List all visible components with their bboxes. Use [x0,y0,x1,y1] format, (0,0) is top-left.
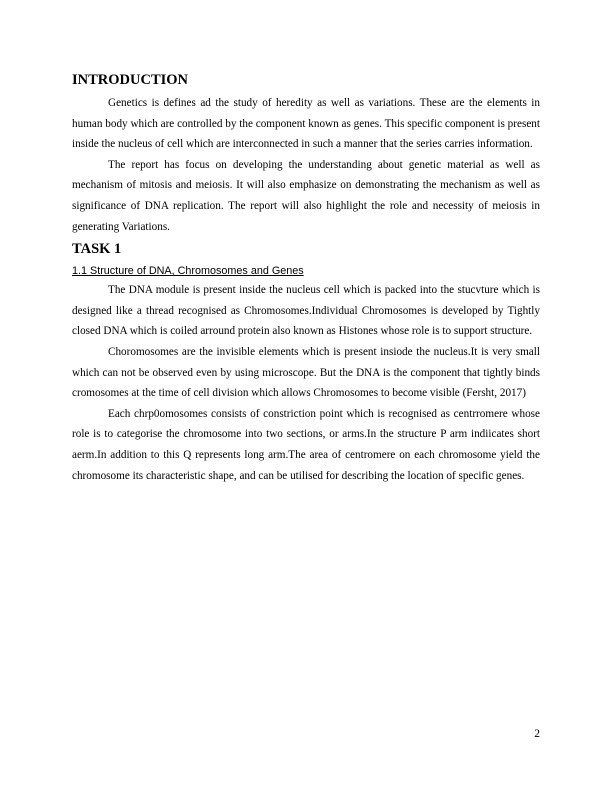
page-content [72,71,540,486]
task1-heading: TASK 1 [72,241,122,258]
page-number: 2 [534,728,540,740]
introduction-heading: INTRODUCTION [72,72,189,88]
task1-paragraph-1: The DNA module is present inside the nucleus cell which is packed into the stucvture which is designed like a thread recognised as Chromosomes.Individual Chromosomes is developed by Tightly closed DNA which is coiled arround protein also known as Histones whose role is to support structure. [72,284,540,338]
introduction-paragraph-1: Genetics is defines ad the study of heredity as well as variations. These are the elements in human body which are controlled by the component known as genes. This specific component is present inside the nucleus of cell which are interconnected in such a manner that the series carries information. [72,97,540,151]
section-1-1-subheading: 1.1 Structure of DNA, Chromosomes and Genes [72,265,304,278]
task1-paragraph-3: Each chrp0omosomes consists of constriction point which is recognised as centrromere whose role is to categorise the chromosome into two sections, or arms.In the structure P arm indiicates short aerm.In addition to this Q represents long arm.The area of centromere on each chromosome yield the chromosome its characteristic shape, and can be utilised for describing the location of specific genes. [72,407,540,482]
introduction-paragraph-2: The report has focus on developing the understanding about genetic material as well as mechanism of mitosis and meiosis. It will also emphasize on demonstrating the mechanism as well as significance of DNA replication. The report will also highlight the role and necessity of meiosis in generating Variations. [72,158,540,233]
task1-paragraph-2: Choromosomes are the invisible elements which is present insiode the nucleus.It is very small which can not be observed even by using microscope. But the DNA is the component that tightly binds cromosomes at the time of cell division which allows Chromosomes to become visible (Fersht, 2017) [72,345,540,400]
